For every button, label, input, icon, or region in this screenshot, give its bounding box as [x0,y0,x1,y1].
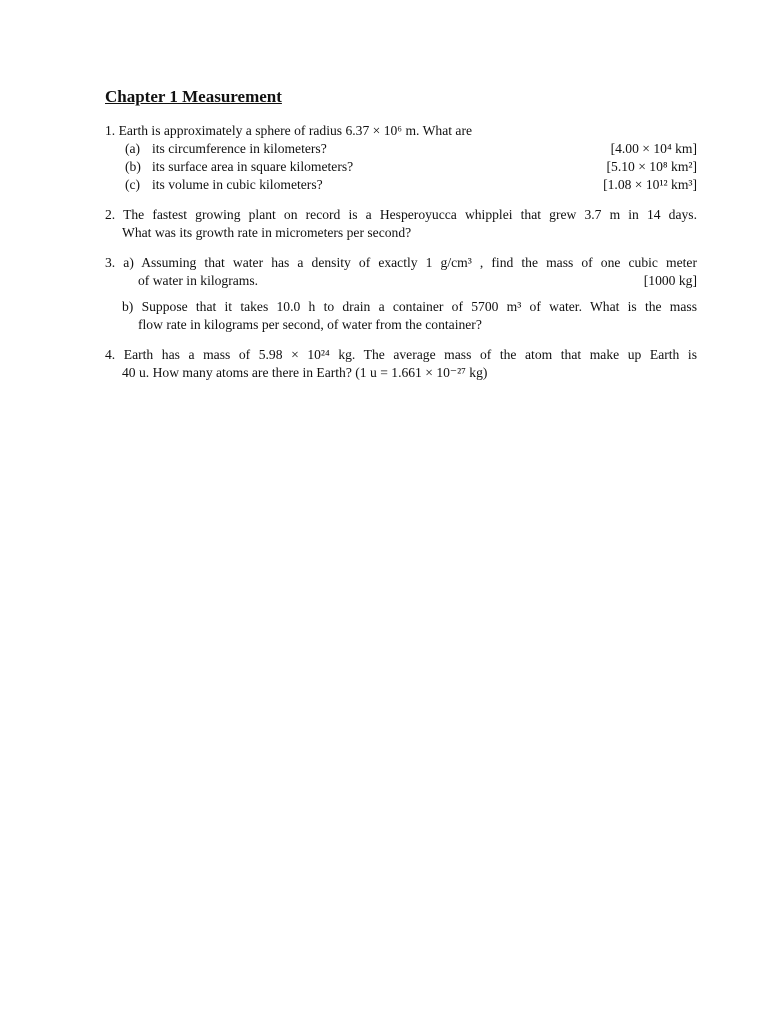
problem-2-line-1: 2. The fastest growing plant on record is a Hesperoyucca whipplei that grew 3.7 m in 14 days. [105,207,697,222]
problem-1-part-b [121,158,697,176]
problem-3a-line-2 [105,272,697,290]
problem-3a-text: of water in kilograms. [138,273,259,288]
problem-1-lead: 1. Earth is approximately a sphere of radius 6.37 × 10⁶ m. What are [105,123,472,138]
problem-1-part-c [121,176,697,194]
problem-2 [105,206,697,242]
part-answer: [4.00 × 10⁴ km] [610,141,697,156]
problem-3a-line-1: 3. a) Assuming that water has a density of exactly 1 g/cm³ , find the mass of one cubic meter [105,255,697,270]
problem-4 [105,346,697,382]
problem-3b-line-2: flow rate in kilograms per second, of water from the container? [138,317,482,332]
chapter-title: Chapter 1 Measurement [105,87,282,106]
part-label: (a) [125,141,141,156]
problem-1-part-a [121,140,697,158]
part-text: its volume in cubic kilometers? [152,177,323,192]
problem-1 [105,122,697,194]
problem-4-line-1: 4. Earth has a mass of 5.98 × 10²⁴ kg. The average mass of the atom that make up Earth is [105,347,697,362]
part-text: its circumference in kilometers? [152,141,327,156]
problem-2-line-2: What was its growth rate in micrometers per second? [122,225,412,240]
problem-1-parts [105,140,697,194]
part-text: its surface area in square kilometers? [152,159,354,174]
part-label: (b) [125,159,141,174]
problem-4-line-2: 40 u. How many atoms are there in Earth? (1 u = 1.661 × 10⁻²⁷ kg) [122,365,488,380]
problem-3 [105,254,697,334]
problem-3a-answer: [1000 kg] [643,273,697,288]
part-label: (c) [125,177,141,192]
page-content [105,86,697,394]
part-answer: [1.08 × 10¹² km³] [603,177,697,192]
part-answer: [5.10 × 10⁸ km²] [606,159,697,174]
problem-3b-line-1: b) Suppose that it takes 10.0 h to drain a container of 5700 m³ of water. What is the mass [122,299,697,314]
